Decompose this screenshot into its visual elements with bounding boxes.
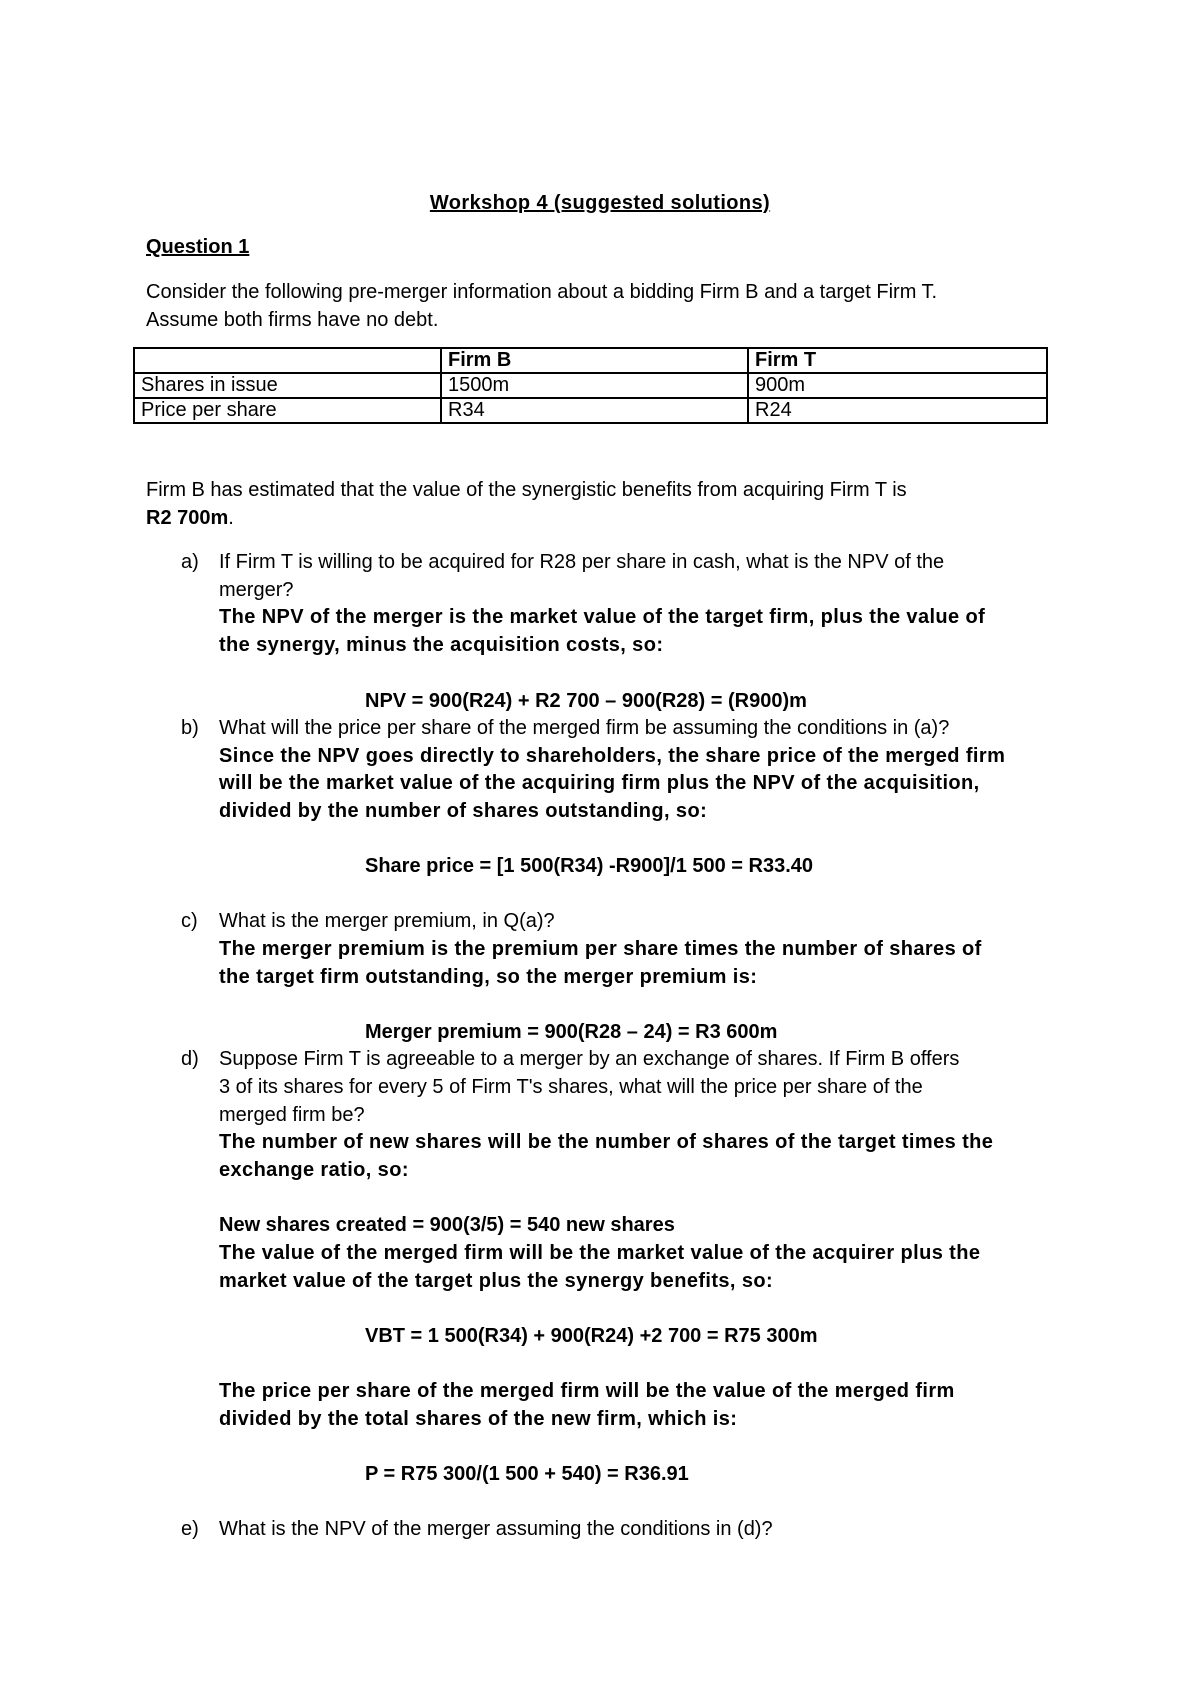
part-b-answer-2: will be the market value of the acquiring firm plus the NPV of the acquisition,	[219, 772, 980, 794]
synergy-value: R2 700m	[146, 507, 229, 529]
part-b-label: b)	[181, 717, 199, 739]
part-a-label: a)	[181, 551, 199, 573]
table-cell: 1500m	[441, 373, 748, 398]
part-d-formula-1: VBT = 1 500(R34) + 900(R24) +2 700 = R75 300m	[365, 1325, 818, 1347]
part-d-answer2-2: market value of the target plus the synergy benefits, so:	[219, 1270, 774, 1292]
part-c-label: c)	[181, 910, 198, 932]
part-a-question-1: If Firm T is willing to be acquired for R28 per share in cash, what is the NPV of the	[219, 551, 945, 573]
part-c-question: What is the merger premium, in Q(a)?	[219, 910, 555, 932]
part-c-answer-1: The merger premium is the premium per share times the number of shares of	[219, 938, 982, 960]
table-row	[134, 398, 1047, 423]
part-e-label: e)	[181, 1518, 199, 1540]
part-e-question: What is the NPV of the merger assuming the conditions in (d)?	[219, 1518, 773, 1540]
part-d-answer3-1: The price per share of the merged firm will be the value of the merged firm	[219, 1380, 955, 1402]
pre-merger-table	[133, 347, 1048, 424]
table-cell: Price per share	[134, 398, 441, 423]
part-d-new-shares: New shares created = 900(3/5) = 540 new shares	[219, 1214, 675, 1236]
part-d-question-2: 3 of its shares for every 5 of Firm T's shares, what will the price per share of the	[219, 1076, 923, 1098]
part-b-answer-3: divided by the number of shares outstanding, so:	[219, 800, 708, 822]
page-title: Workshop 4 (suggested solutions)	[429, 192, 771, 214]
part-d-label: d)	[181, 1048, 199, 1070]
intro-line-2: Assume both firms have no debt.	[146, 309, 439, 331]
synergy-period: .	[228, 507, 234, 529]
table-header-row	[134, 348, 1047, 373]
part-a-answer-1: The NPV of the merger is the market value of the target firm, plus the value of	[219, 606, 986, 628]
table-header-cell: Firm T	[748, 348, 1047, 373]
part-b-question: What will the price per share of the merged firm be assuming the conditions in (a)?	[219, 717, 950, 739]
part-d-answer2-1: The value of the merged firm will be the market value of the acquirer plus the	[219, 1242, 981, 1264]
table-header-cell	[134, 348, 441, 373]
part-d-formula-2: P = R75 300/(1 500 + 540) = R36.91	[365, 1463, 689, 1485]
table-cell: Shares in issue	[134, 373, 441, 398]
question-heading: Question 1	[146, 236, 250, 258]
table-cell: 900m	[748, 373, 1047, 398]
part-d-answer3-2: divided by the total shares of the new firm, which is:	[219, 1408, 738, 1430]
table-cell: R34	[441, 398, 748, 423]
part-d-question-1: Suppose Firm T is agreeable to a merger by an exchange of shares. If Firm B offers	[219, 1048, 960, 1070]
intro-line-1: Consider the following pre-merger information about a bidding Firm B and a target Firm T.	[146, 281, 938, 303]
part-a-answer-2: the synergy, minus the acquisition costs, so:	[219, 634, 664, 656]
table-row	[134, 373, 1047, 398]
part-d-answer1-1: The number of new shares will be the number of shares of the target times the	[219, 1131, 994, 1153]
part-d-question-3: merged firm be?	[219, 1104, 365, 1126]
part-a-question-2: merger?	[219, 579, 294, 601]
part-c-formula: Merger premium = 900(R28 – 24) = R3 600m	[365, 1021, 778, 1043]
table-header-cell: Firm B	[441, 348, 748, 373]
synergy-text: Firm B has estimated that the value of the synergistic benefits from acquiring Firm T is	[146, 479, 907, 501]
synergy-line	[146, 504, 234, 532]
part-b-answer-1: Since the NPV goes directly to shareholders, the share price of the merged firm	[219, 745, 1006, 767]
part-a-formula: NPV = 900(R24) + R2 700 – 900(R28) = (R900)m	[365, 690, 807, 712]
table-cell: R24	[748, 398, 1047, 423]
part-c-answer-2: the target firm outstanding, so the merger premium is:	[219, 966, 758, 988]
part-b-formula: Share price = [1 500(R34) -R900]/1 500 = R33.40	[365, 855, 814, 877]
part-d-answer1-2: exchange ratio, so:	[219, 1159, 409, 1181]
